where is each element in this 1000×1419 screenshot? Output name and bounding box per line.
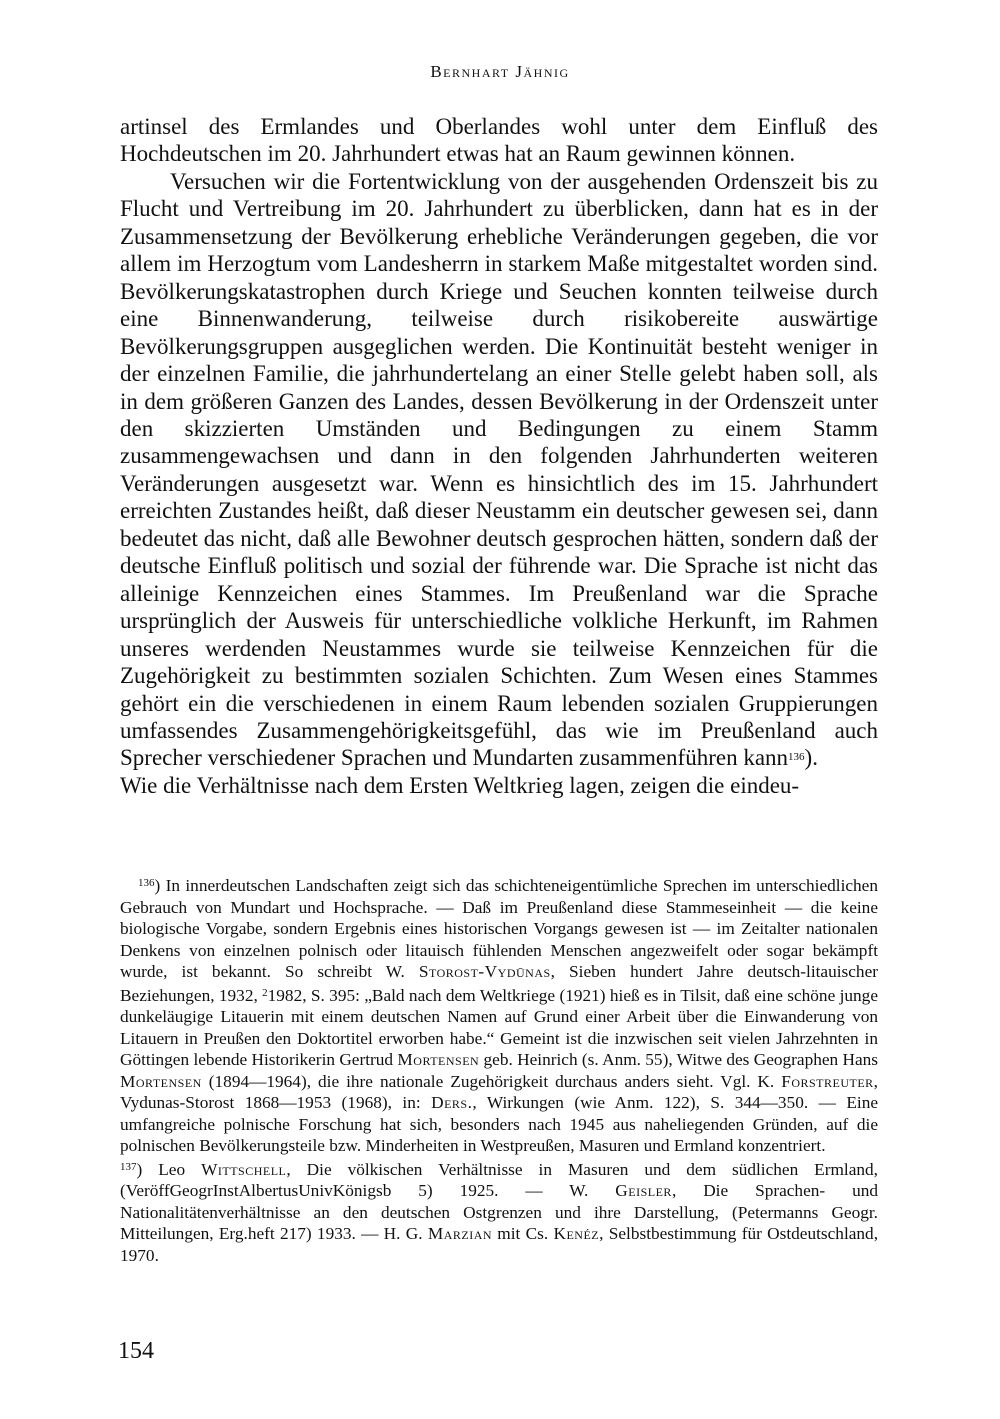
author-name: Forstreuter <box>781 1071 874 1091</box>
footnote-text: , Vydunas-Storost 1868—1953 (1968), in: <box>120 1071 878 1112</box>
running-head: Bernhart Jähnig <box>430 62 570 81</box>
footnote <box>120 1157 878 1267</box>
edition-marker: 2 <box>262 986 268 999</box>
footnote-text: mit Cs. <box>492 1224 554 1243</box>
footnote-text: , Wirkungen (wie Anm. 122), S. 344—350. — Eine umfangreiche polnische Forschung hat sich, besonders nach 1945 aus naheliegenden Gründen, auf die polnischen Bevölkerungsteile bzw. Minderheiten in Westpreußen, Masuren und Ermland konzentriert. <box>120 1093 879 1155</box>
author-name: Kenéz <box>553 1224 600 1243</box>
footnote-text: , Die Sprachen- und Nationalitätenverhältnisse an den deutschen Ostgrenzen und ihre Darstellung, (Petermanns Geogr. Mitteilungen, Erg.heft 217) 1933. — H. G. <box>120 1181 878 1243</box>
author-name: Ders. <box>431 1093 473 1112</box>
footnote-text: ) In innerdeutschen Landschaften zeigt sich das schichteneigentümliche Sprechen im unterschiedlichen Gebrauch von Mundart und Hochsprache. — Daß im Preußenland diese Stammeseinheit — die keine biologische Vorgabe, sondern Ergebnis eines historischen Vorgangs gewesen ist — im Zeitalter nationalen Denkens von einzelnen polnisch oder litauisch fühlenden Menschen angezweifelt oder sogar bekämpft wurde, ist bekannt. So schreibt W. <box>120 876 878 981</box>
footnote-reference[interactable]: 136 <box>788 751 805 764</box>
author-name: Marzian <box>427 1224 493 1243</box>
footnotes <box>120 873 878 1266</box>
footnote-text: 1982, S. 395: „Bald nach dem Weltkriege (1921) hieß es in Tilsit, daß eine schöne junge dunkeläugige Litauerin mit einem deutschen Namen auf Grund einer Arbeit über die Einwanderung von Litauern in Preußen den Doktortitel erworben habe.“ Gemeint ist die inzwischen seit vielen Jahrzehnten in Göttingen lebende Historikerin Gertrud <box>120 985 878 1069</box>
footnote-text: , Selbstbestimmung für Ostdeutschland, 1970. <box>120 1224 879 1265</box>
paragraph-text: Versuchen wir die Fortentwicklung von der ausgehenden Ordenszeit bis zu Flucht und Vertreibung im 20. Jahrhundert zu überblicken, dann hat es in der Zusammensetzung der Bevölkerung erhebliche Veränderungen gegeben, die vor allem im Herzogtum vom Landesherrn in starkem Maße mitgestaltet worden sind. Bevölkerungskatastrophen durch Kriege und Seuchen konnten teilweise durch eine Binnenwanderung, teilweise durch risikobereite auswärtige Bevölkerungsgruppen ausgeglichen werden. Die Kontinuität besteht weniger in der einzelnen Familie, die jahrhundertelang an einer Stelle gelebt haben soll, als in dem größeren Ganzen des Landes, dessen Bevölkerung in der Ordenszeit unter den skizzierten Umständen und Bedingungen zu einem Stamm zusammengewachsen und dann in den folgenden Jahrhunderten weiteren Veränderungen ausgesetzt war. Wenn es hinsichtlich des im 15. Jahrhundert erreichten Zustandes heißt, daß dieser Neustamm ein deutscher gewesen sei, dann bedeutet das nicht, daß alle Bewohner deutsch gesprochen hätten, sondern daß der deutsche Einfluß politisch und sozial der führende war. Die Sprache ist nicht das alleinige Kennzeichen eines Stammes. Im Preußenland war die Sprache ursprünglich der Ausweis für unterschiedliche volkliche Herkunft, im Rahmen unseres werdenden Neustammes wurde sie teilweise Kennzeichen für die Zugehörigkeit zu bestimmten sozialen Schichten. Zum Wesen eines Stammes gehört ein die verschiedenen in einem Raum lebenden sozialen Gruppierungen umfassendes Zusammengehörigkeitsgefühl, das wie im Preußenland auch Sprecher verschiedener Sprachen und Mundarten zusammenführen kann <box>120 168 878 771</box>
footnote-text: geb. Heinrich (s. Anm. 55), Witwe des Geographen Hans <box>479 1050 878 1069</box>
main-text <box>120 113 878 799</box>
footnote-text: (1894—1964), die ihre nationale Zugehörigkeit durchaus anders sieht. Vgl. K. <box>201 1071 782 1091</box>
paragraph: artinsel des Ermlandes und Oberlandes wohl unter dem Einfluß des Hochdeutschen im 20. Jahrhundert etwas hat an Raum gewinnen können. <box>120 114 878 167</box>
footnote-marker: 136 <box>138 877 155 889</box>
author-name: Mortensen <box>397 1050 480 1069</box>
paragraph: Wie die Verhältnisse nach dem Ersten Weltkrieg lagen, zeigen die eindeu- <box>120 772 800 798</box>
author-name: Geisler <box>615 1181 672 1200</box>
footnote-text: , Sieben hundert Jahre deutsch-litauischer Beziehungen, 1932, <box>120 962 879 1005</box>
paragraph-text: ). <box>804 745 818 771</box>
author-name: Mortensen <box>120 1071 202 1091</box>
author-name: Wittschell <box>201 1159 287 1179</box>
author-name: Storost-Vydūnas <box>418 962 551 981</box>
paragraph <box>120 168 878 772</box>
footnote <box>120 873 878 1157</box>
footnote-text: , Die völkischen Verhältnisse in Masuren und dem südlichen Ermland, (VeröffGeogrInstAlbertusUnivKönigsb 5) 1925. — W. <box>120 1159 878 1200</box>
page-number: 154 <box>118 1338 154 1364</box>
footnote-marker: 137 <box>120 1160 137 1173</box>
footnote-text: ) Leo <box>136 1159 202 1179</box>
